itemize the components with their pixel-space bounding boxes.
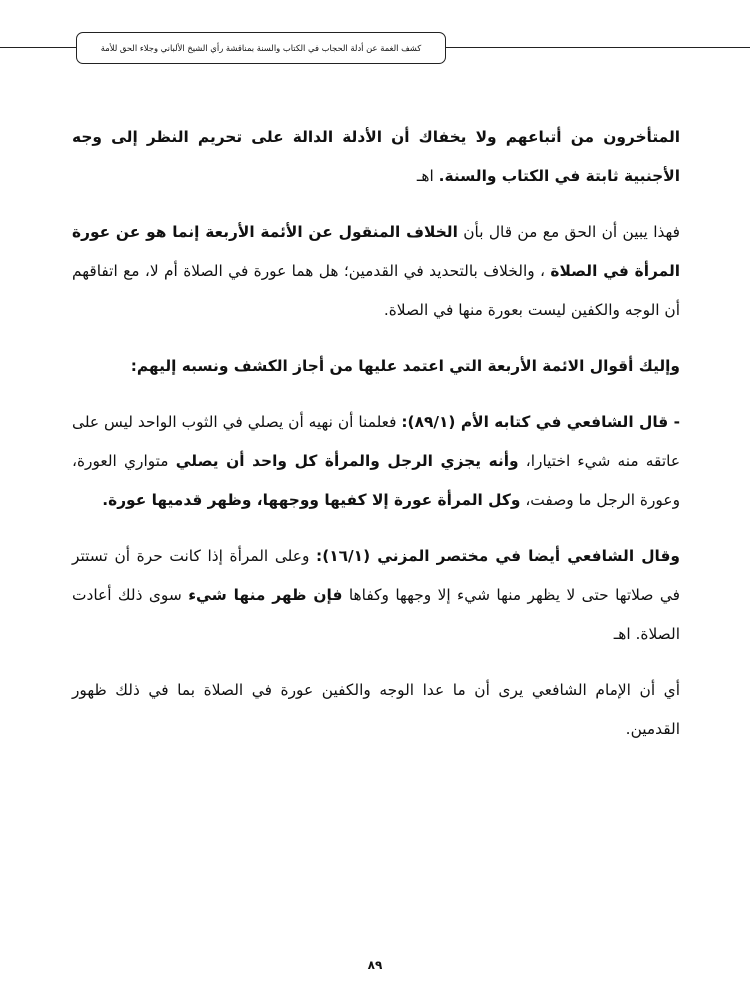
header-rule-left bbox=[0, 47, 80, 48]
text-run: أي أن الإمام الشافعي يرى أن ما عدا الوجه والكفين عورة في الصلاة بما في ذلك ظهور القدمين. bbox=[72, 681, 680, 738]
text-run: فعلمنا أن نهيه أن يصلي في الثوب الواحد ليس على عاتقه منه شيء اختيارا، bbox=[72, 413, 680, 470]
bold-text-run: فإن ظهر منها شيء bbox=[188, 586, 343, 604]
text-run: فهذا يبين أن الحق مع من قال بأن bbox=[457, 223, 680, 241]
text-run: اهـ bbox=[416, 167, 439, 185]
text-run: ، والخلاف بالتحديد في القدمين؛ هل هما عورة في الصلاة أم لا، مع اتفاقهم أن الوجه والكفين ليست بعورة منها في الصلاة. bbox=[72, 262, 680, 319]
page-number: ٨٩ bbox=[367, 958, 383, 972]
paragraph bbox=[72, 118, 680, 196]
bold-text-run: المتأخرون من أتباعهم ولا يخفاك أن الأدلة الدالة على تحريم النظر إلى وجه الأجنبية ثابتة في الكتاب والسنة. bbox=[72, 128, 680, 185]
header-rule-right bbox=[444, 47, 750, 48]
bold-text-run: وأنه يجزي الرجل والمرأة كل واحد أن يصلي bbox=[175, 452, 519, 470]
bold-text-run: الخلاف المنقول عن الأئمة الأربعة إنما هو عن عورة المرأة في الصلاة bbox=[72, 223, 680, 280]
page-body bbox=[72, 118, 680, 766]
paragraph bbox=[72, 537, 680, 654]
text-run: متواري العورة، وعورة الرجل ما وصفت، bbox=[72, 452, 680, 509]
bold-text-run: وإليك أقوال الائمة الأربعة التي اعتمد عليها من أجاز الكشف ونسبه إليهم: bbox=[130, 357, 680, 375]
text-run: وعلى المرأة إذا كانت حرة أن تستتر في صلاتها حتى لا يظهر منها شيء إلا وجهها وكفاها bbox=[72, 547, 681, 604]
paragraph bbox=[72, 213, 680, 330]
paragraph bbox=[72, 347, 680, 386]
paragraph bbox=[72, 403, 680, 520]
paragraph bbox=[72, 671, 680, 749]
text-run: سوى ذلك أعادت الصلاة. اهـ bbox=[72, 586, 680, 643]
running-header bbox=[76, 32, 446, 64]
bold-text-run: - قال الشافعي في كتابه الأم (٨٩/١): bbox=[401, 413, 680, 431]
bold-text-run: وكل المرأة عورة إلا كفيها ووجهها، وظهر قدميها عورة. bbox=[102, 491, 521, 509]
bold-text-run: وقال الشافعي أيضا في مختصر المزني (١٦/١): bbox=[316, 547, 680, 565]
running-header-title: كشف الغمة عن أدلة الحجاب في الكتاب والسنة بمناقشة رأي الشيخ الألباني وجلاء الحق للأمة bbox=[100, 43, 422, 53]
